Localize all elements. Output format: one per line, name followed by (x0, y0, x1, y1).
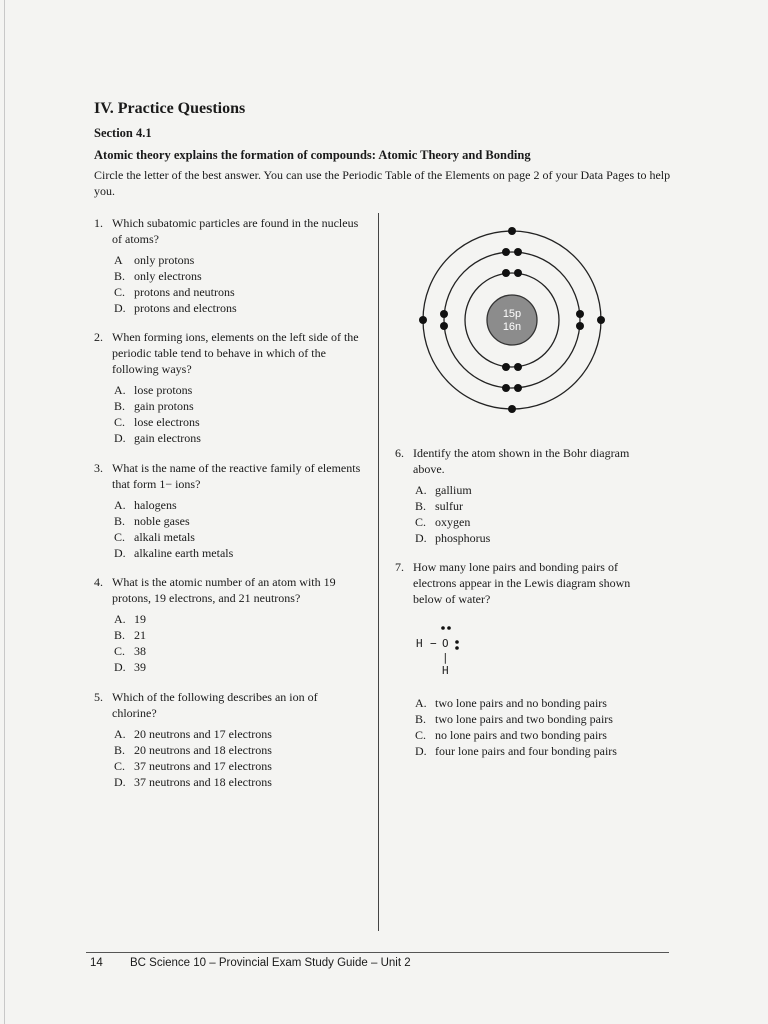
electron (597, 316, 605, 324)
question-stem: How many lone pairs and bonding pairs of electrons appear in the Lewis diagram shown below of water? (413, 560, 631, 606)
page-number: 14 (90, 957, 103, 969)
scan-edge (4, 0, 5, 1024)
question-number: 7. (395, 560, 404, 574)
answer-option[interactable]: D. four lone pairs and four bonding pairs (415, 744, 617, 758)
electron (514, 384, 522, 392)
question-stem: Which subatomic particles are found in the nucleus of atoms? (112, 216, 359, 246)
electron (508, 405, 516, 413)
electron (576, 322, 584, 330)
answer-option[interactable]: D. protons and electrons (114, 301, 237, 315)
question-7-options (395, 695, 660, 759)
answer-option[interactable]: B. two lone pairs and two bonding pairs (415, 712, 613, 726)
answer-option[interactable]: A only protons (114, 253, 195, 267)
electron (514, 269, 522, 277)
question-number: 4. (94, 575, 103, 589)
answer-option[interactable]: B. sulfur (415, 499, 463, 513)
lewis-diagram (410, 618, 480, 678)
answer-option[interactable]: C. alkali metals (114, 530, 195, 544)
question-1 (94, 215, 364, 316)
question-2 (94, 329, 364, 446)
page-title: IV. Practice Questions (94, 100, 246, 117)
footer-title: BC Science 10 – Provincial Exam Study Guide – Unit 2 (130, 957, 411, 969)
answer-option[interactable]: B. 20 neutrons and 18 electrons (114, 743, 272, 757)
answer-option[interactable]: C. oxygen (415, 515, 471, 529)
question-number: 6. (395, 446, 404, 460)
answer-option[interactable]: B. only electrons (114, 269, 202, 283)
instructions: Circle the letter of the best answer. You can use the Periodic Table of the Elements on page 2 of your Data Pages to help you. (94, 168, 671, 198)
question-number: 5. (94, 690, 103, 704)
answer-option[interactable]: C. protons and neutrons (114, 285, 235, 299)
electron (440, 322, 448, 330)
answer-option[interactable]: B. 21 (114, 628, 146, 642)
lone-pair-right (454, 639, 460, 651)
electron (508, 227, 516, 235)
question-number: 3. (94, 461, 103, 475)
electron (514, 248, 522, 256)
answer-option[interactable]: A. 20 neutrons and 17 electrons (114, 727, 272, 741)
question-5 (94, 689, 364, 790)
electron (576, 310, 584, 318)
answer-option[interactable]: C. no lone pairs and two bonding pairs (415, 728, 607, 742)
answer-option[interactable]: A. two lone pairs and no bonding pairs (415, 696, 607, 710)
footer-rule (86, 952, 669, 953)
question-7 (395, 559, 660, 607)
electron (419, 316, 427, 324)
single-bond: − (430, 637, 437, 650)
answer-option[interactable]: C. 38 (114, 644, 146, 658)
answer-option[interactable]: A. halogens (114, 498, 177, 512)
answer-option[interactable]: C. lose electrons (114, 415, 200, 429)
question-4 (94, 574, 364, 675)
hydrogen-atom: H (442, 664, 449, 677)
answer-option[interactable]: D. alkaline earth metals (114, 546, 234, 560)
electron (502, 269, 510, 277)
question-stem: When forming ions, elements on the left side of the periodic table tend to behave in which of the following ways? (112, 330, 359, 376)
proton-count: 15p (502, 308, 522, 320)
answer-option[interactable]: D. phosphorus (415, 531, 491, 545)
section-subtitle: Atomic theory explains the formation of compounds: Atomic Theory and Bonding (94, 148, 531, 162)
answer-option[interactable]: D. gain electrons (114, 431, 201, 445)
electron (514, 363, 522, 371)
section-label: Section 4.1 (94, 126, 152, 140)
answer-option[interactable]: B. noble gases (114, 514, 190, 528)
electron (502, 384, 510, 392)
electron (502, 363, 510, 371)
single-bond: | (442, 651, 449, 664)
answer-option[interactable]: D. 37 neutrons and 18 electrons (114, 775, 272, 789)
question-number: 2. (94, 330, 103, 344)
column-divider (378, 213, 379, 931)
question-6 (395, 445, 660, 546)
electron (502, 248, 510, 256)
lone-pair-top (440, 625, 452, 631)
question-number: 1. (94, 216, 103, 230)
hydrogen-atom: H (416, 637, 423, 650)
question-stem: Identify the atom shown in the Bohr diagram above. (413, 446, 630, 476)
oxygen-atom: O (442, 637, 449, 650)
question-stem: Which of the following describes an ion of chlorine? (112, 690, 318, 720)
answer-option[interactable]: A. gallium (415, 483, 472, 497)
neutron-count: 16n (502, 321, 522, 333)
question-stem: What is the name of the reactive family of elements that form 1− ions? (112, 461, 361, 491)
question-stem: What is the atomic number of an atom with 19 protons, 19 electrons, and 21 neutrons? (112, 575, 336, 605)
answer-option[interactable]: C. 37 neutrons and 17 electrons (114, 759, 272, 773)
answer-option[interactable]: B. gain protons (114, 399, 194, 413)
nucleus (487, 295, 537, 345)
bohr-diagram (410, 216, 615, 421)
question-3 (94, 460, 364, 561)
answer-option[interactable]: A. 19 (114, 612, 146, 626)
answer-option[interactable]: A. lose protons (114, 383, 193, 397)
electron (440, 310, 448, 318)
answer-option[interactable]: D. 39 (114, 660, 146, 674)
